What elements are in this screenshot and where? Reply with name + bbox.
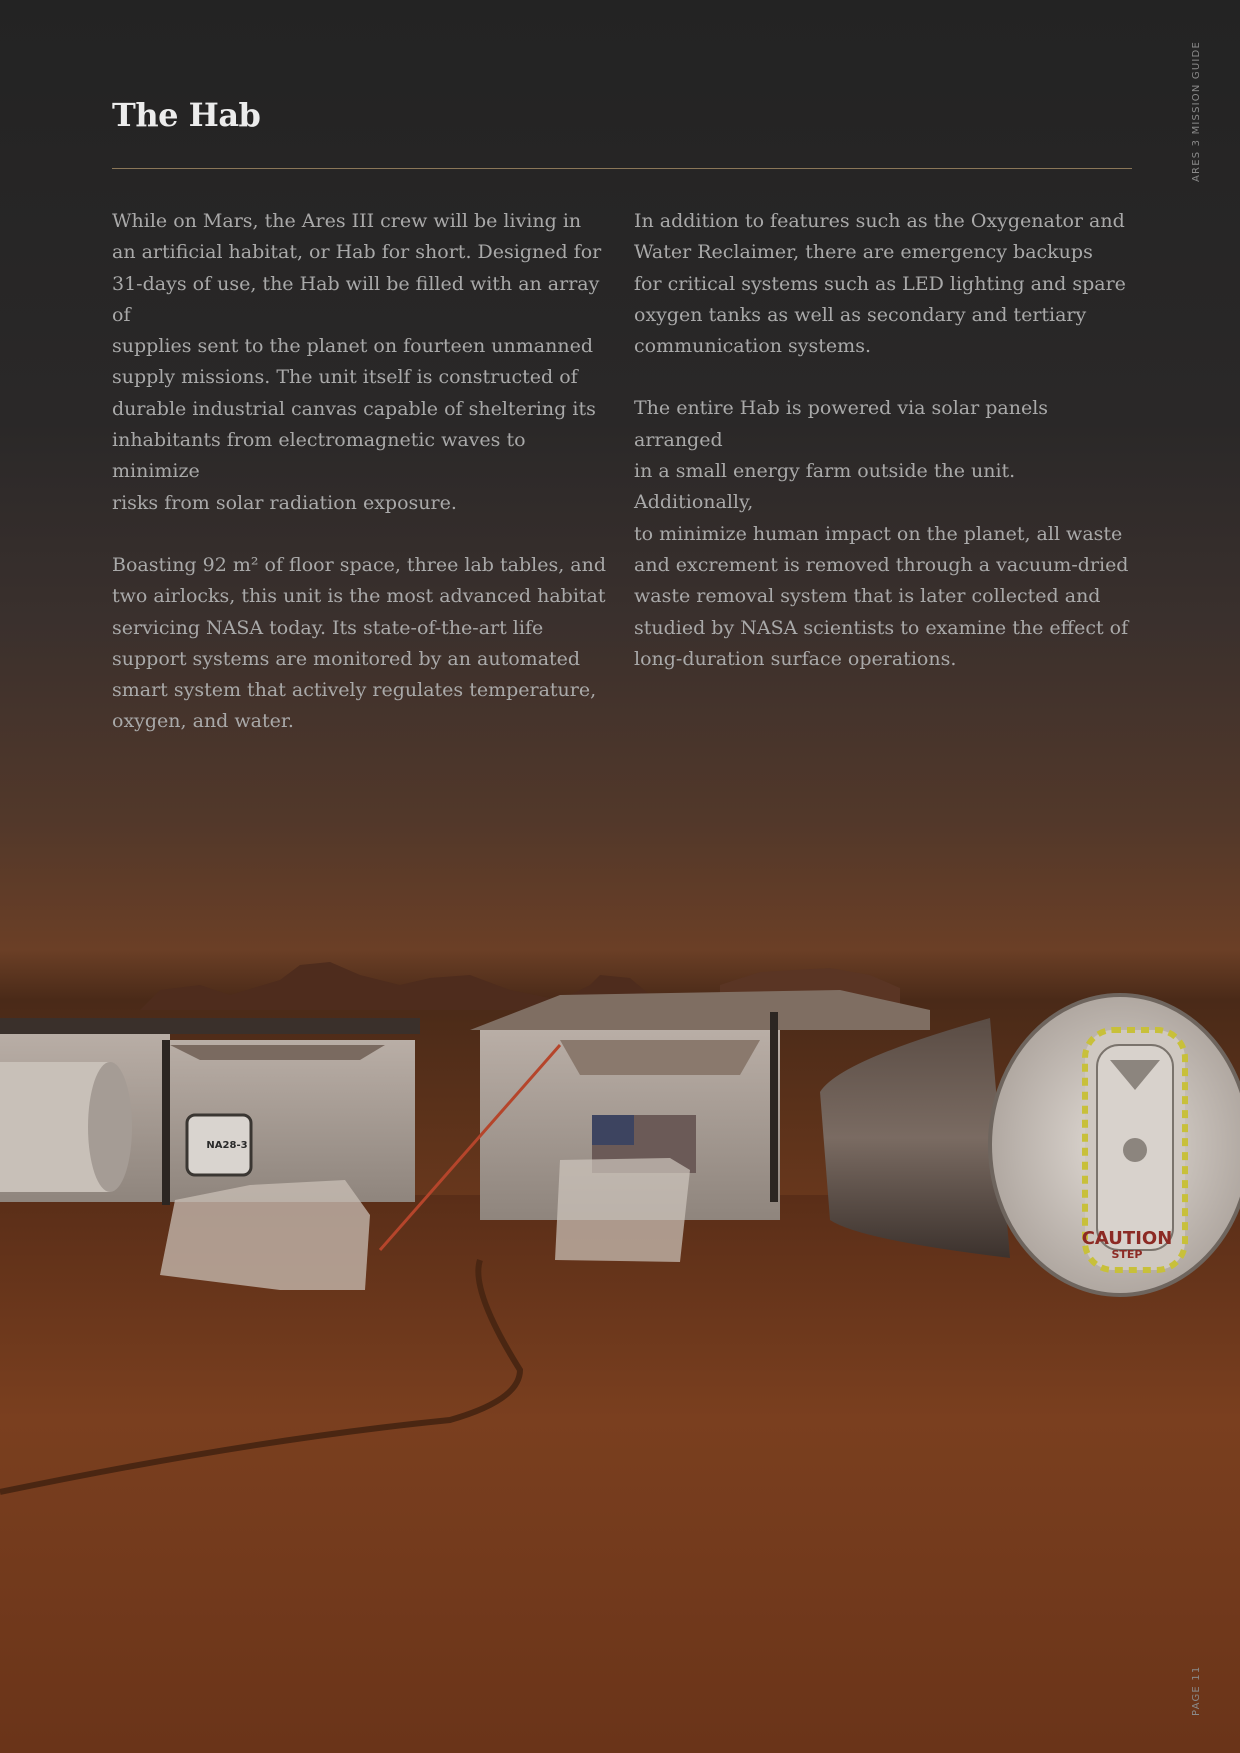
paragraph: While on Mars, the Ares III crew will be living in an artificial habitat, or Hab for short. Designed for 31-days of use, the Hab will be filled with an array of supplies sent to the planet on fourteen unmanned supply missions. The unit itself is constructed of durable industrial canvas capable of sheltering its inhabitants from electromagnetic waves to minimize risks from solar radiation exposure. — [112, 210, 602, 514]
title-divider — [112, 168, 1132, 169]
guide-side-label: ARES 3 MISSION GUIDE — [1191, 41, 1202, 182]
page-title: The Hab — [112, 96, 261, 134]
door-sign-line2: STEP — [1111, 1248, 1143, 1261]
left-column — [112, 206, 612, 769]
module-label: NA28-3 — [206, 1140, 248, 1151]
paragraph: The entire Hab is powered via solar panels arranged in a small energy farm outside the unit. Additionally, to minimize human impact on the planet, all waste and excrement is removed through a vacuum-dried waste removal system that is later collected and studied by NASA scientists to examine the effect of long-duration surface operations. — [634, 397, 1129, 670]
right-column — [634, 206, 1134, 706]
mars-ground — [0, 1195, 1240, 1753]
paragraph: In addition to features such as the Oxygenator and Water Reclaimer, there are emergency backups for critical systems such as LED lighting and spare oxygen tanks as well as secondary and tertiary communication systems. — [634, 210, 1126, 358]
page-number: PAGE 11 — [1191, 1665, 1202, 1716]
door-sign-line1: CAUTION — [1081, 1228, 1173, 1249]
storage-cylinder — [0, 1062, 132, 1192]
paragraph: Boasting 92 m² of floor space, three lab tables, and two airlocks, this unit is the most advanced habitat servicing NASA today. Its state-of-the-art life support systems are monitored by an automated smart system that actively regulates temperature, oxygen, and water. — [112, 553, 606, 733]
